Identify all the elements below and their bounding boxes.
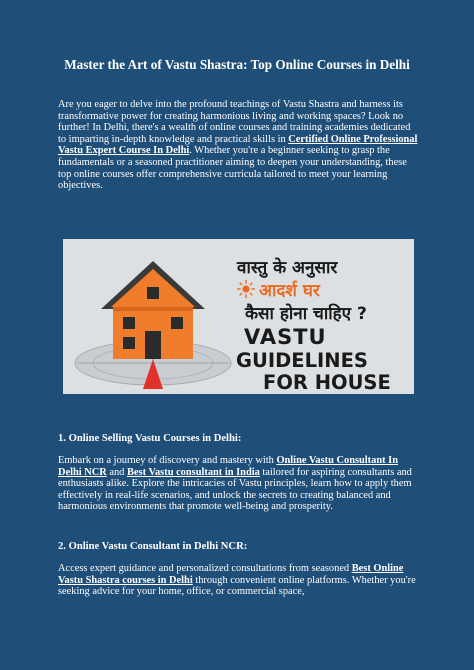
best-online-courses-link[interactable]: Best Online Vastu Shastra courses in Delhi <box>58 563 404 586</box>
page-title: Master the Art of Vastu Shastra: Top Online Courses in Delhi <box>64 57 410 72</box>
section1-heading: 1. Online Selling Vastu Courses in Delhi: <box>58 433 242 444</box>
house-compass-illustration <box>73 251 233 391</box>
section1-text-end: tailored for aspiring consultants and enthusiasts alike. Explore the intricacies of Vastu principles, learn how to apply them effectively in real-life scenarios, and unlock the secrets to creating balanced and harmonious environments that promote well-being and prosperity. <box>58 466 412 513</box>
intro-text-start: Are you eager to delve into the profound teachings of Vastu Shastra and harness its transformative power for creating harmonious living and working spaces? Look no further! In Delhi, there's a wealth of online courses and training academies dedicated to imparting in-depth knowledge and practical skills in <box>58 99 411 145</box>
banner-hindi-line3: कैसा होना चाहिए ? <box>245 304 367 324</box>
section1-paragraph <box>58 455 420 513</box>
section2-paragraph <box>58 563 420 598</box>
banner-hindi-line2: आदर्श घर <box>259 281 320 301</box>
online-vastu-consultant-link[interactable]: Online Vastu Consultant In Delhi NCR <box>58 455 398 478</box>
section1-text-mid: and <box>106 466 127 478</box>
section2-text-end: through convenient online platforms. Whether you're seeking advice for your home, office, or commercial space, <box>58 574 416 598</box>
vastu-banner-image <box>63 239 414 394</box>
banner-hindi-line1: वास्तु के अनुसार <box>237 258 338 278</box>
best-vastu-consultant-link[interactable]: Best Vastu consultant in India <box>126 466 260 478</box>
section2-text-start: Access expert guidance and personalized consultations from seasoned <box>58 563 352 574</box>
sun-icon <box>237 280 255 298</box>
banner-english-line3: FOR HOUSE <box>263 371 391 394</box>
section1-text-start: Embark on a journey of discovery and mastery with <box>58 455 277 466</box>
intro-paragraph <box>58 99 420 192</box>
intro-text-end: . Whether you're a beginner seeking to grasp the fundamentals or a seasoned practitioner aiming to deepen your understanding, these top online courses offer comprehensive curricula tailored to meet your learning objectives. <box>58 145 407 192</box>
banner-english-line1: VASTU <box>244 325 327 349</box>
certified-course-link[interactable]: Certified Online Professional Vastu Expert Course In Delhi <box>58 133 418 157</box>
banner-english-line2: GUIDELINES <box>236 349 368 372</box>
section2-heading: 2. Online Vastu Consultant in Delhi NCR: <box>58 541 248 552</box>
